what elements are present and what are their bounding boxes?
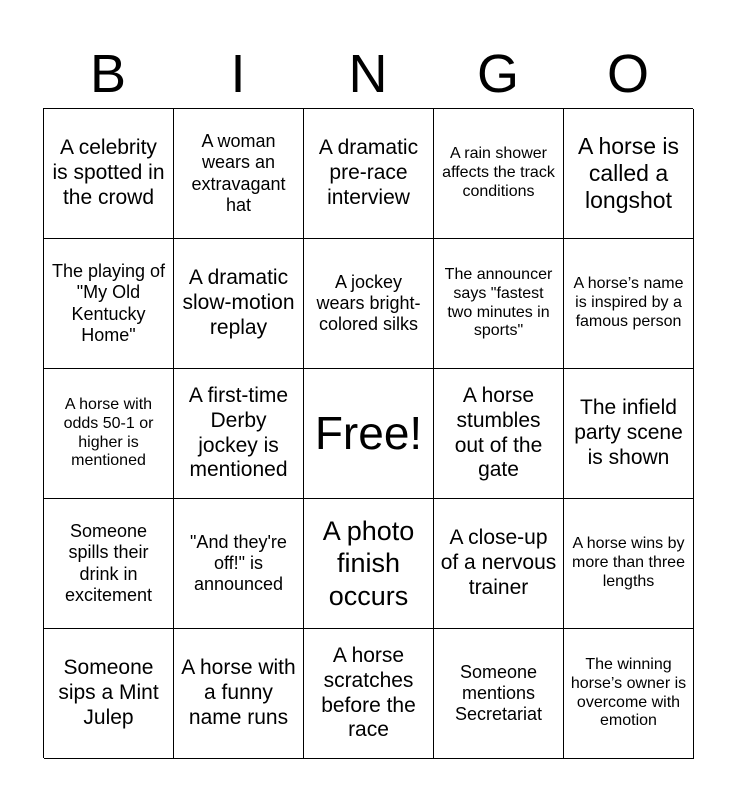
cell-text: "And they're off!" is announced [190, 531, 287, 595]
cell-text: A jockey wears bright-colored silks [316, 271, 421, 335]
cell-text: A close-up of a nervous trainer [440, 526, 557, 599]
cell-text: The announcer says "fastest two minutes in sports" [444, 265, 553, 340]
title-letter-i: I [230, 44, 246, 104]
bingo-cell[interactable] [434, 239, 564, 369]
bingo-cell[interactable] [304, 239, 434, 369]
bingo-cell[interactable] [174, 239, 304, 369]
cell-text: A first-time Derby jockey is mentioned [188, 383, 289, 482]
title-letter-o: O [606, 44, 649, 104]
bingo-cell[interactable] [44, 239, 174, 369]
bingo-cell[interactable] [434, 629, 564, 759]
bingo-board [43, 108, 693, 758]
title-letter-g: G [476, 44, 519, 104]
bingo-cell[interactable] [304, 629, 434, 759]
cell-text: A woman wears an extravagant hat [191, 131, 286, 215]
bingo-cell[interactable] [44, 629, 174, 759]
bingo-cell[interactable] [434, 369, 564, 499]
title-letter-b: B [89, 44, 127, 104]
cell-text: A horse with a funny name runs [181, 656, 296, 729]
bingo-title [43, 40, 693, 108]
cell-text: A rain shower affects the track conditions [442, 145, 555, 200]
cell-text: Someone sips a Mint Julep [58, 656, 159, 729]
bingo-cell[interactable] [434, 499, 564, 629]
cell-text: A horse is called a longshot [578, 132, 679, 214]
bingo-cell[interactable] [44, 499, 174, 629]
free-space-cell[interactable] [304, 369, 434, 499]
cell-text: Someone spills their drink in excitement [64, 521, 153, 605]
cell-text: The infield party scene is shown [574, 396, 683, 469]
cell-text: A photo finish occurs [322, 515, 415, 611]
cell-text: A dramatic pre-race interview [318, 136, 419, 209]
cell-text: Someone mentions Secretariat [454, 661, 543, 725]
cell-text: A horse’s name is inspired by a famous person [573, 275, 684, 330]
cell-text: A dramatic slow-motion replay [182, 266, 295, 339]
bingo-cell[interactable] [564, 239, 694, 369]
bingo-cell[interactable] [564, 499, 694, 629]
bingo-cell[interactable] [174, 629, 304, 759]
bingo-cell[interactable] [304, 109, 434, 239]
cell-text: A horse wins by more than three lengths [572, 535, 685, 590]
bingo-cell[interactable] [44, 369, 174, 499]
bingo-cell[interactable] [564, 109, 694, 239]
bingo-cell[interactable] [304, 499, 434, 629]
free-space-text: Free! [314, 407, 423, 460]
cell-text: A horse stumbles out of the gate [454, 383, 543, 482]
bingo-cell[interactable] [44, 109, 174, 239]
cell-text: A horse scratches before the race [321, 643, 416, 742]
cell-text: A horse with odds 50-1 or higher is mentioned [63, 395, 154, 470]
cell-text: The winning horse’s owner is overcome with emotion [570, 655, 687, 730]
bingo-cell[interactable] [174, 499, 304, 629]
cell-text: The playing of "My Old Kentucky Home" [51, 261, 166, 345]
bingo-cell[interactable] [434, 109, 564, 239]
bingo-cell[interactable] [174, 109, 304, 239]
bingo-cell[interactable] [174, 369, 304, 499]
bingo-cell[interactable] [564, 369, 694, 499]
bingo-cell[interactable] [564, 629, 694, 759]
cell-text: A celebrity is spotted in the crowd [52, 136, 165, 209]
title-letter-n: N [348, 44, 388, 104]
